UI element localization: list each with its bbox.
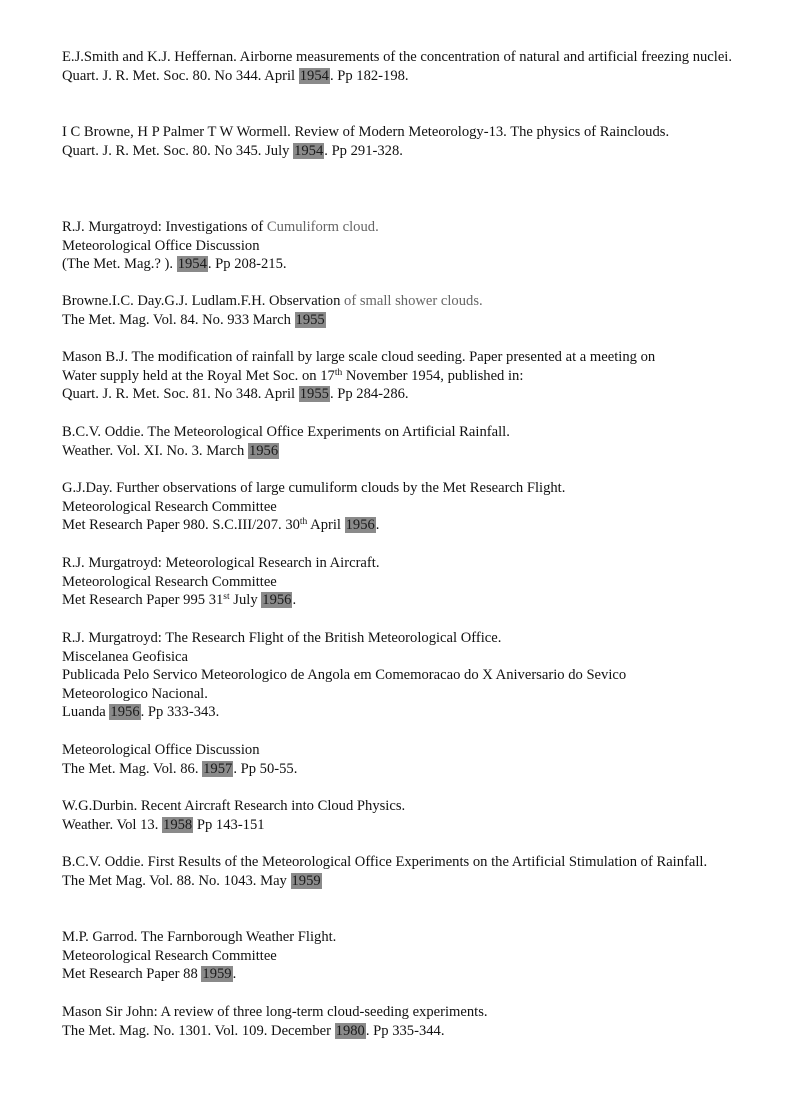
reference-title: W.G.Durbin. Recent Aircraft Research into Cloud Physics.	[62, 798, 406, 814]
reference-title: R.J. Murgatroyd: Investigations of Cumuliform cloud.	[62, 219, 379, 235]
year-highlight: 1954	[177, 256, 207, 273]
reference-publisher: Meteorological Office Discussion	[62, 237, 260, 254]
reference-source: The Met. Mag. Vol. 86. 1957. Pp 50-55.	[62, 760, 298, 777]
reference-note: Meteorologico Nacional.	[62, 685, 208, 702]
year-highlight: 1956	[345, 517, 375, 534]
reference-source: Met Research Paper 995 31st July 1956.	[62, 592, 297, 609]
reference-entry	[62, 123, 742, 160]
year-highlight: 1958	[163, 816, 193, 833]
reference-entry	[62, 423, 742, 460]
year-highlight: 1957	[203, 760, 233, 777]
reference-entry	[62, 741, 742, 778]
reference-title: B.C.V. Oddie. First Results of the Meteorological Office Experiments on the Artificial Stimulation of Rainfall.	[62, 854, 708, 870]
reference-title: M.P. Garrod. The Farnborough Weather Flight.	[62, 929, 337, 945]
reference-publisher: Meteorological Research Committee	[62, 498, 277, 515]
year-highlight: 1954	[294, 142, 324, 159]
year-highlight: 1956	[262, 592, 292, 609]
reference-source: The Met. Mag. No. 1301. Vol. 109. December 1980. Pp 335-344.	[62, 1022, 445, 1039]
year-highlight: 1980	[335, 1022, 365, 1039]
reference-source: Luanda 1956. Pp 333-343.	[62, 704, 220, 721]
reference-title: Meteorological Office Discussion	[62, 742, 260, 758]
reference-title: B.C.V. Oddie. The Meteorological Office Experiments on Artificial Rainfall.	[62, 424, 510, 440]
reference-entry	[62, 928, 742, 984]
reference-source: Met Research Paper 88 1959.	[62, 966, 237, 983]
reference-entry	[62, 348, 742, 404]
reference-title: Mason Sir John: A review of three long-term cloud-seeding experiments.	[62, 1004, 488, 1020]
reference-entry	[62, 479, 742, 535]
reference-title: G.J.Day. Further observations of large cumuliform clouds by the Met Research Flight.	[62, 480, 566, 496]
reference-source: Met Research Paper 980. S.C.III/207. 30th April 1956.	[62, 517, 380, 534]
reference-title: I C Browne, H P Palmer T W Wormell. Review of Modern Meteorology-13. The physics of Rainclouds.	[62, 124, 670, 140]
reference-title: R.J. Murgatroyd: Meteorological Research in Aircraft.	[62, 555, 380, 571]
reference-entry	[62, 1003, 742, 1040]
year-highlight: 1956	[110, 704, 140, 721]
reference-source: Weather. Vol. XI. No. 3. March 1956	[62, 442, 279, 459]
reference-title: E.J.Smith and K.J. Heffernan. Airborne measurements of the concentration of natural and artificial freezing nuclei.	[62, 49, 732, 65]
year-highlight: 1959	[291, 872, 321, 889]
reference-entry	[62, 48, 742, 85]
reference-source: Quart. J. R. Met. Soc. 80. No 344. April 1954. Pp 182-198.	[62, 67, 409, 84]
reference-source: Quart. J. R. Met. Soc. 80. No 345. July 1954. Pp 291-328.	[62, 142, 403, 159]
reference-source: (The Met. Mag.? ). 1954. Pp 208-215.	[62, 256, 287, 273]
reference-note: Publicada Pelo Servico Meteorologico de Angola em Comemoracao do X Aniversario do Sevico	[62, 667, 627, 684]
reference-entry	[62, 292, 742, 329]
year-highlight: 1954	[299, 67, 329, 84]
reference-entry	[62, 853, 742, 890]
reference-title: R.J. Murgatroyd: The Research Flight of the British Meteorological Office.	[62, 630, 502, 646]
year-highlight: 1955	[295, 311, 325, 328]
reference-source: The Met Mag. Vol. 88. No. 1043. May 1959	[62, 872, 321, 889]
reference-note: Water supply held at the Royal Met Soc. on 17th November 1954, published in:	[62, 367, 524, 384]
reference-source: Weather. Vol 13. 1958 Pp 143-151	[62, 816, 265, 833]
year-highlight: 1955	[299, 386, 329, 403]
reference-journal: Miscelanea Geofisica	[62, 648, 189, 665]
reference-source: Quart. J. R. Met. Soc. 81. No 348. April 1955. Pp 284-286.	[62, 386, 409, 403]
year-highlight: 1956	[248, 442, 279, 459]
reference-entry	[62, 797, 742, 834]
reference-publisher: Meteorological Research Committee	[62, 947, 277, 964]
reference-title: Browne.I.C. Day.G.J. Ludlam.F.H. Observation of small shower clouds.	[62, 293, 483, 309]
reference-source: The Met. Mag. Vol. 84. No. 933 March 1955	[62, 311, 325, 328]
reference-publisher: Meteorological Research Committee	[62, 573, 277, 590]
reference-entry	[62, 218, 742, 274]
reference-entry	[62, 554, 742, 610]
year-highlight: 1959	[202, 966, 232, 983]
reference-title: Mason B.J. The modification of rainfall by large scale cloud seeding. Paper presented at a meeting on	[62, 349, 656, 365]
reference-entry	[62, 629, 742, 722]
